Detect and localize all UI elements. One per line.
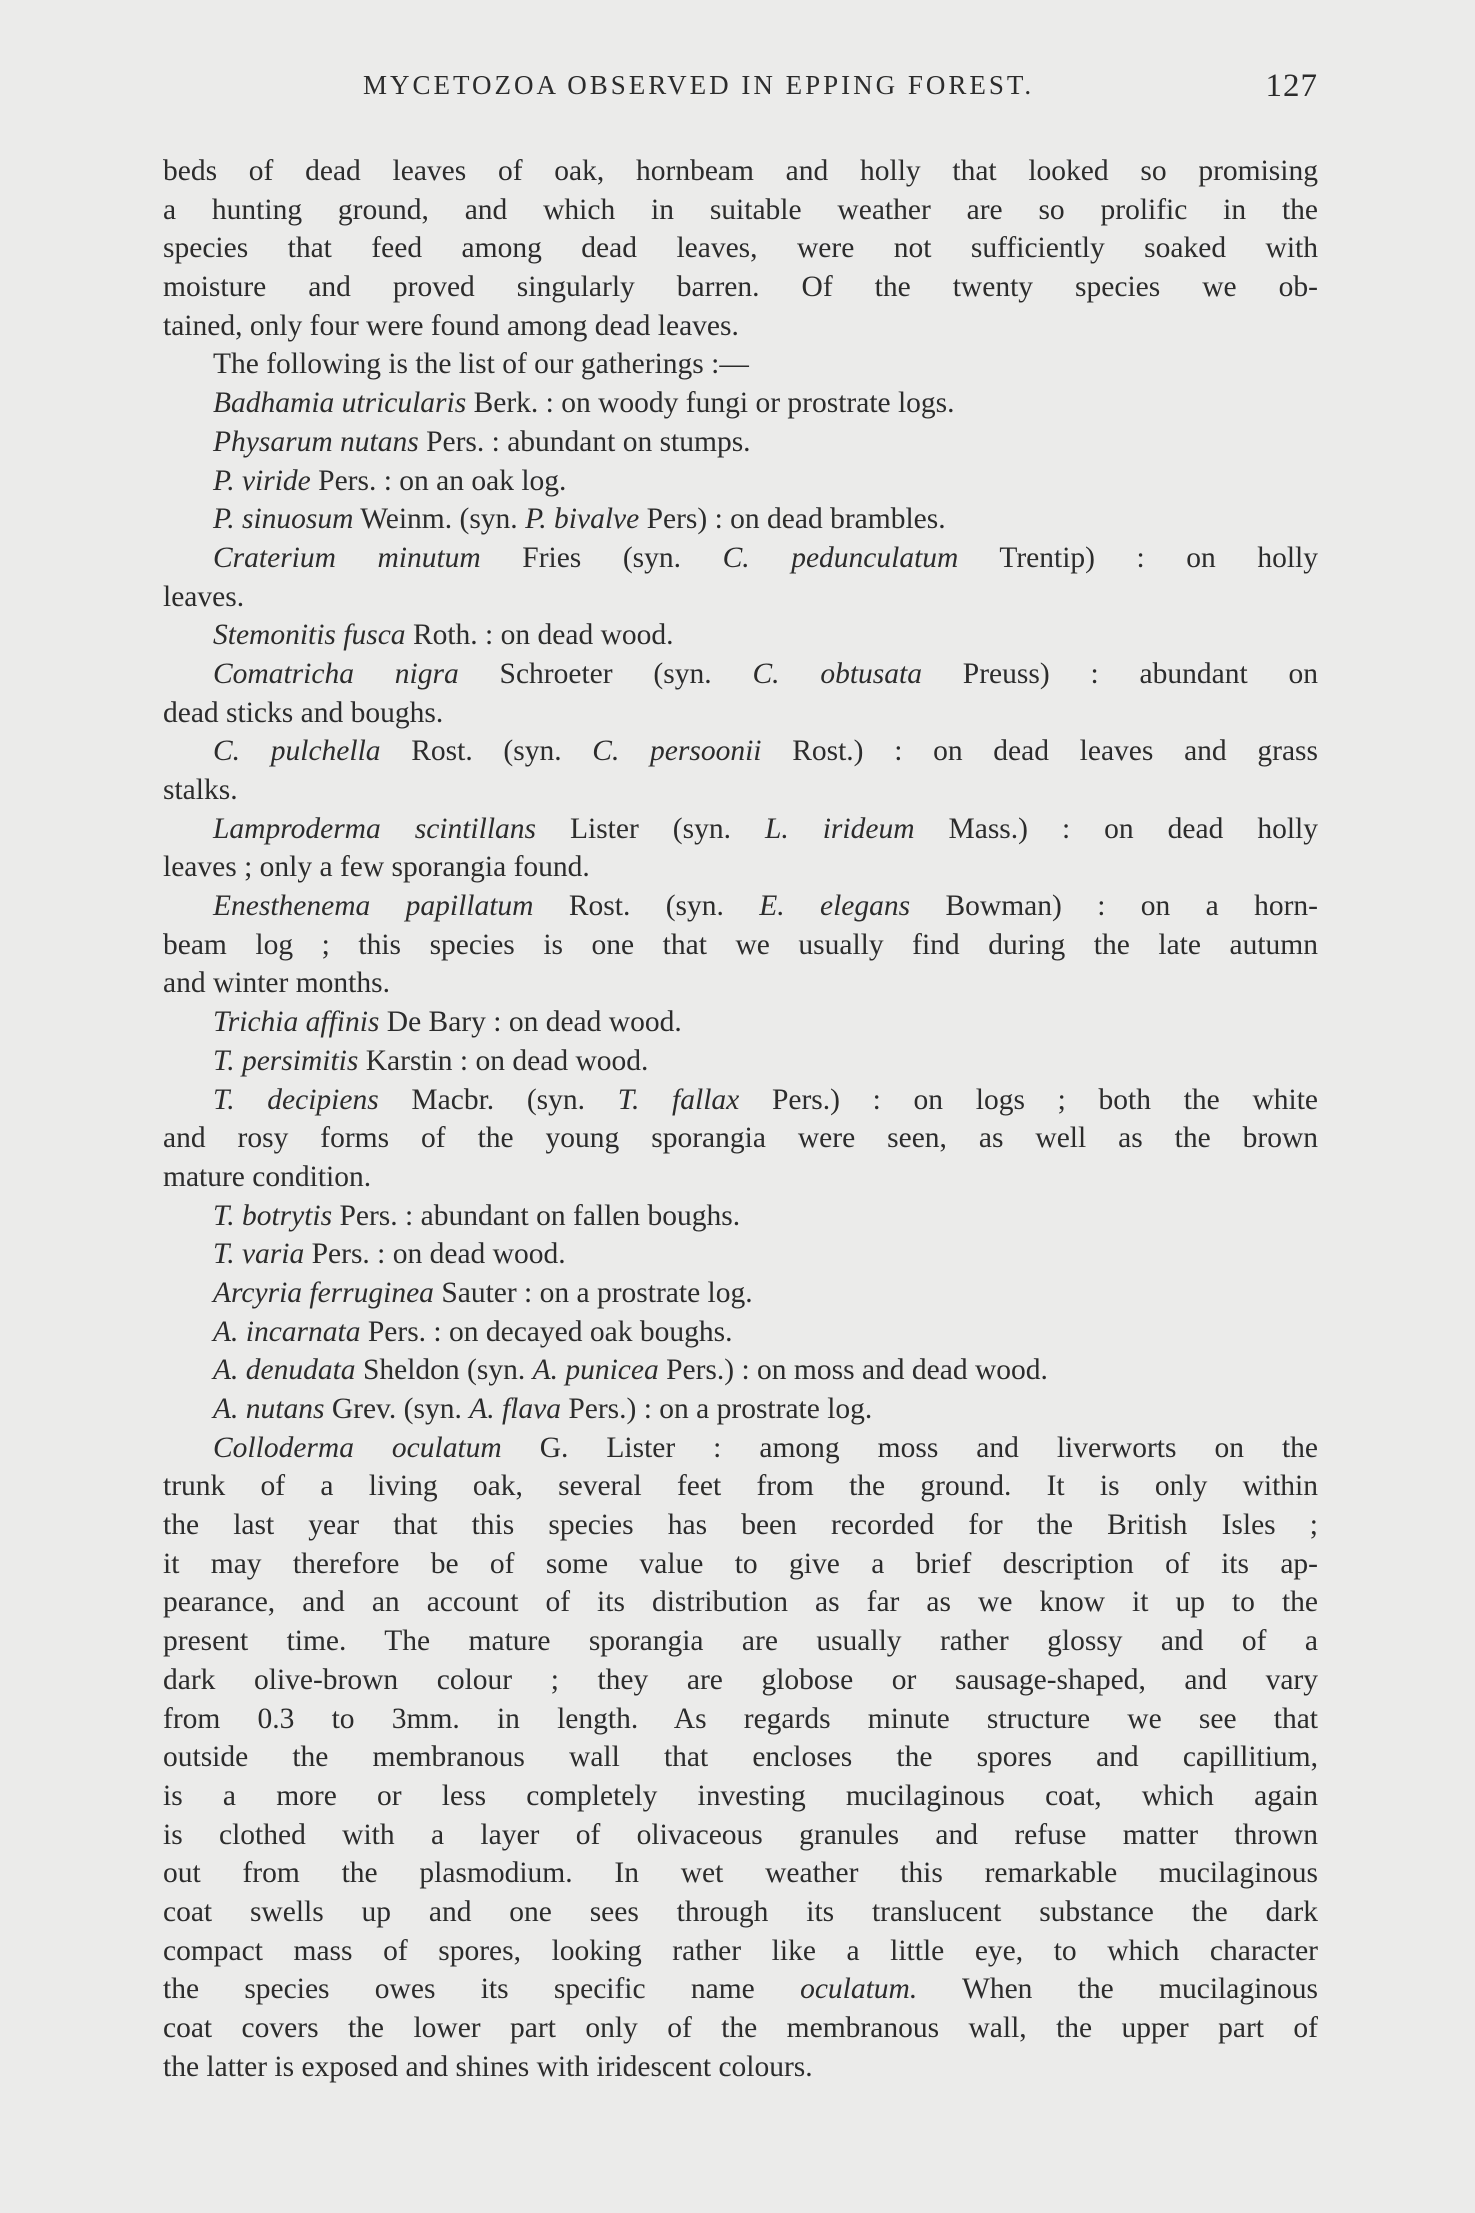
line-text: Pers.) : on a prostrate log. [560, 1393, 873, 1425]
text-line [163, 1932, 1318, 1971]
line-text: Rost.) : on dead leaves and grass [761, 735, 1318, 768]
species-name: A. flava [469, 1393, 561, 1425]
species-name: C. pulchella [213, 735, 381, 768]
species-name: Lamproderma scintillans [213, 812, 536, 845]
line-text: is clothed with a layer of olivaceous granules and refuse matter thrown [163, 1818, 1318, 1851]
text-line [163, 1042, 1318, 1081]
line-text: and rosy forms of the young sporangia were seen, as well as the brown [163, 1122, 1318, 1155]
species-name: oculatum. [800, 1973, 918, 2006]
species-name: Craterium minutum [213, 541, 481, 574]
line-text: The following is the list of our gatherings :— [213, 348, 749, 381]
line-text: Fries (syn. [480, 541, 723, 574]
text-line [163, 1893, 1318, 1932]
species-name: Badhamia utricularis [213, 387, 467, 420]
text-line [163, 1854, 1318, 1893]
text-line [163, 1816, 1318, 1855]
line-text: Lister (syn. [536, 812, 765, 845]
line-text: tained, only four were found among dead leaves. [163, 309, 739, 342]
species-name: Colloderma oculatum [213, 1431, 502, 1464]
line-text: species that feed among dead leaves, were not sufficiently soaked with [163, 232, 1318, 265]
line-text: outside the membranous wall that encloses the spores and capillitium, [163, 1741, 1318, 1774]
line-text: When the mucilaginous [917, 1973, 1318, 2006]
text-line [163, 268, 1318, 307]
species-name: Physarum nutans [213, 425, 419, 458]
line-text: Grev. (syn. [324, 1393, 470, 1425]
line-text: Bowman) : on a horn- [910, 890, 1318, 923]
line-text: Schroeter (syn. [458, 657, 753, 690]
line-text: Karstin : on dead wood. [358, 1044, 649, 1077]
line-text: Mass.) : on dead holly [914, 812, 1318, 845]
line-text: Rost. (syn. [533, 890, 760, 923]
line-text: Pers. : abundant on stumps. [418, 425, 751, 458]
line-text: dark olive-brown colour ; they are globose or sausage-shaped, and vary [163, 1663, 1318, 1696]
species-name: E. elegans [759, 890, 911, 923]
text-line [163, 307, 1318, 346]
text-line [163, 2009, 1318, 2048]
text-line [163, 191, 1318, 230]
line-text: stalks. [163, 774, 238, 806]
text-line [163, 1738, 1318, 1777]
line-text: Rost. (syn. [380, 735, 593, 768]
text-line [163, 926, 1318, 965]
running-title: MYCETOZOA OBSERVED IN EPPING FOREST. [363, 70, 1035, 100]
text-line [163, 1119, 1318, 1158]
text-line [163, 2048, 1318, 2087]
text-line [163, 1506, 1318, 1545]
species-name: Stemonitis fusca [213, 619, 406, 652]
species-name: T. persimitis [213, 1044, 359, 1077]
species-name: L. irideum [764, 812, 915, 845]
species-name: P. viride [213, 464, 311, 497]
line-text: mature condition. [163, 1160, 372, 1193]
species-name: P. sinuosum [213, 503, 354, 536]
species-name: P. bivalve [525, 503, 640, 536]
text-line [163, 964, 1318, 1003]
text-line [163, 229, 1318, 268]
line-text: compact mass of spores, looking rather like a little eye, to which character [163, 1934, 1318, 1967]
line-text: out from the plasmodium. In wet weather this remarkable mucilaginous [163, 1857, 1318, 1890]
line-text: De Bary : on dead wood. [379, 1006, 682, 1039]
line-text: the species owes its specific name [163, 1973, 801, 2006]
text-line [163, 500, 1318, 539]
line-text: Pers.) : on moss and dead wood. [658, 1354, 1048, 1387]
text-line [163, 1003, 1318, 1042]
text-line [163, 1777, 1318, 1816]
text-line [163, 694, 1318, 733]
line-text: Pers. : on an oak log. [310, 464, 567, 497]
text-line [163, 1081, 1318, 1120]
line-text: Preuss) : abundant on [921, 657, 1319, 690]
text-line [163, 462, 1318, 501]
text-line [163, 1235, 1318, 1274]
line-text: G. Lister : among moss and liverworts on the [501, 1431, 1318, 1464]
text-line [163, 1197, 1318, 1236]
text-line [163, 345, 1318, 384]
text-line [163, 616, 1318, 655]
line-text: Pers. : abundant on fallen boughs. [332, 1199, 741, 1232]
line-text: Weinm. (syn. [353, 503, 526, 536]
line-text: leaves. [163, 580, 245, 613]
line-text: leaves ; only a few sporangia found. [163, 851, 590, 884]
species-name: C. pedunculatum [722, 541, 959, 574]
text-line [163, 655, 1318, 694]
text-line [163, 1545, 1318, 1584]
line-text: the latter is exposed and shines with iridescent colours. [163, 2050, 813, 2083]
species-name: Comatricha nigra [213, 657, 459, 690]
line-text: coat swells up and one sees through its translucent substance the dark [163, 1895, 1318, 1928]
line-text: Pers. : on decayed oak boughs. [360, 1315, 733, 1348]
line-text: Pers. : on dead wood. [304, 1238, 566, 1271]
text-line [163, 1429, 1318, 1468]
line-text: Trentip) : on holly [958, 541, 1318, 574]
text-line [163, 810, 1318, 849]
line-text: dead sticks and boughs. [163, 696, 444, 729]
text-line [163, 384, 1318, 423]
text-line [163, 539, 1318, 578]
text-line [163, 1390, 1318, 1429]
line-text: Sheldon (syn. [355, 1354, 533, 1387]
line-text: present time. The mature sporangia are usually rather glossy and of a [163, 1625, 1318, 1658]
species-name: Arcyria ferruginea [213, 1276, 434, 1309]
line-text: Pers) : on dead brambles. [639, 503, 946, 536]
page-header [163, 70, 1318, 120]
line-text: Berk. : on woody fungi or prostrate logs. [466, 387, 955, 420]
text-line [163, 732, 1318, 771]
line-text: from 0.3 to 3mm. in length. As regards minute structure we see that [163, 1702, 1318, 1735]
text-line [163, 1970, 1318, 2009]
text-line [163, 848, 1318, 887]
text-line [163, 1700, 1318, 1739]
line-text: Sauter : on a prostrate log. [433, 1276, 753, 1309]
text-line [163, 1274, 1318, 1313]
species-name: T. botrytis [213, 1199, 333, 1232]
species-name: A. incarnata [213, 1315, 361, 1348]
text-line [163, 578, 1318, 617]
line-text: beds of dead leaves of oak, hornbeam and holly that looked so promising [163, 155, 1318, 187]
body-text [163, 152, 1318, 2086]
species-name: T. varia [213, 1238, 305, 1271]
species-name: T. fallax [617, 1083, 740, 1116]
species-name: C. obtusata [752, 657, 922, 690]
text-line [163, 152, 1318, 191]
text-line [163, 1583, 1318, 1622]
line-text: beam log ; this species is one that we usually find during the late autumn [163, 928, 1318, 961]
text-line [163, 1313, 1318, 1352]
text-line [163, 771, 1318, 810]
species-name: Enesthenema papillatum [213, 890, 534, 923]
text-line [163, 1158, 1318, 1197]
line-text: moisture and proved singularly barren. Of the twenty species we ob- [163, 271, 1318, 304]
text-line [163, 887, 1318, 926]
text-line [163, 1622, 1318, 1661]
line-text: Macbr. (syn. [378, 1083, 618, 1116]
line-text: a hunting ground, and which in suitable weather are so prolific in the [163, 193, 1318, 226]
species-name: Trichia affinis [213, 1006, 380, 1039]
line-text: is a more or less completely investing mucilaginous coat, which again [163, 1779, 1318, 1812]
line-text: Pers.) : on logs ; both the white [739, 1083, 1318, 1116]
line-text: it may therefore be of some value to give a brief description of its ap- [163, 1547, 1318, 1580]
species-name: A. punicea [532, 1354, 659, 1387]
line-text: pearance, and an account of its distribution as far as we know it up to the [163, 1586, 1318, 1619]
page-number: 127 [1265, 68, 1318, 104]
species-name: A. nutans [213, 1393, 325, 1425]
species-name: T. decipiens [213, 1083, 379, 1116]
text-line [163, 1467, 1318, 1506]
species-name: C. persoonii [592, 735, 762, 768]
text-line [163, 1351, 1318, 1390]
species-name: A. denudata [213, 1354, 356, 1387]
line-text: Roth. : on dead wood. [405, 619, 674, 652]
line-text: trunk of a living oak, several feet from the ground. It is only within [163, 1470, 1318, 1503]
line-text: and winter months. [163, 967, 390, 1000]
text-line [163, 1661, 1318, 1700]
line-text: coat covers the lower part only of the membranous wall, the upper part of [163, 2012, 1318, 2044]
line-text: the last year that this species has been recorded for the British Isles ; [163, 1509, 1318, 1542]
text-line [163, 423, 1318, 462]
